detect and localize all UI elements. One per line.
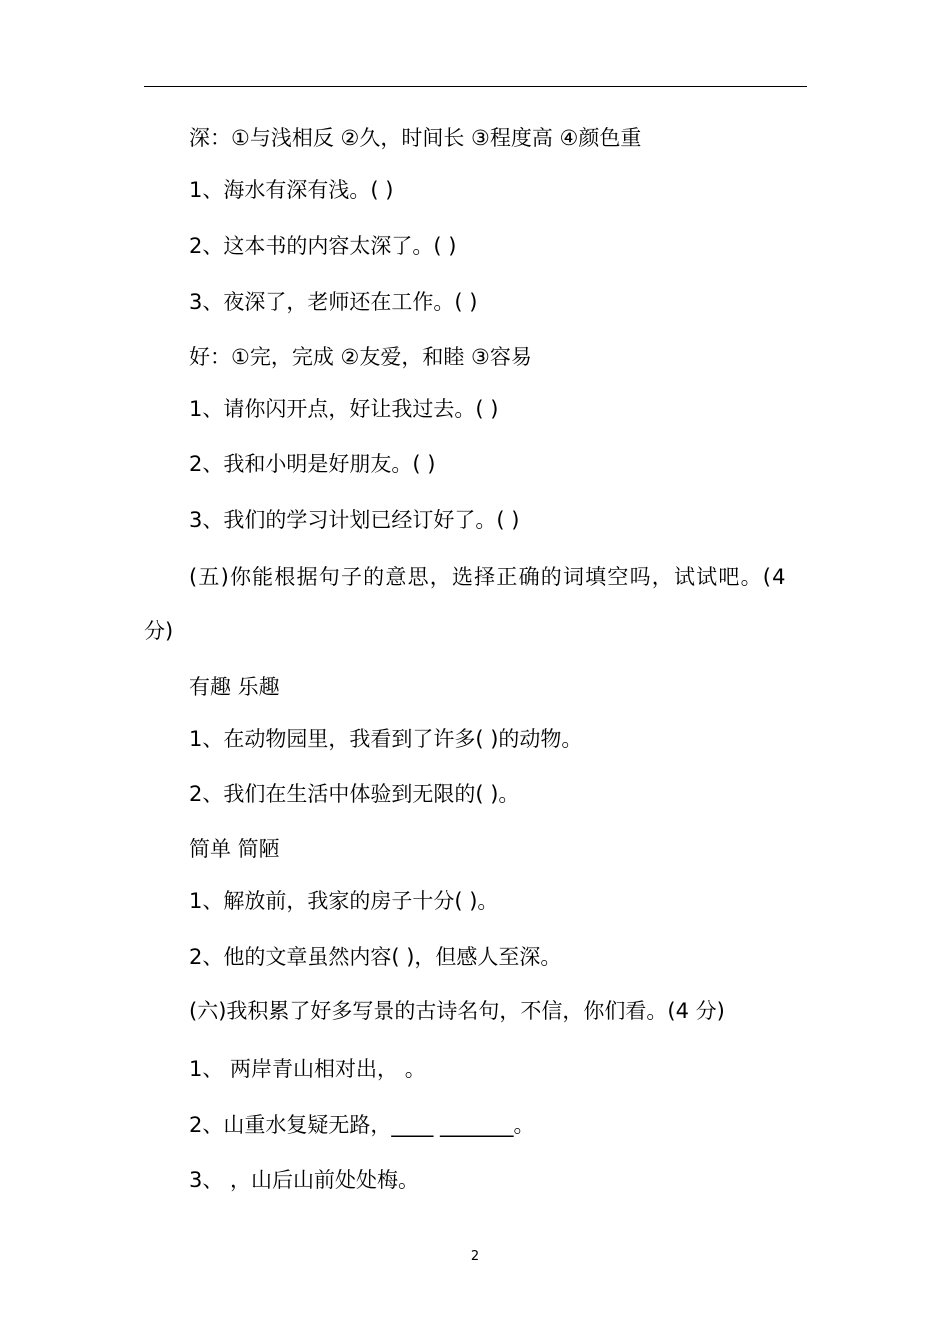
header-rule	[144, 86, 807, 87]
poem-line-3: 3、 ，山后山前处处梅。	[189, 1168, 420, 1192]
question-hao-2: 2、我和小明是好朋友。( )	[189, 452, 436, 476]
question-shen-1: 1、海水有深有浅。( )	[189, 178, 394, 202]
question-shen-3: 3、夜深了，老师还在工作。( )	[189, 290, 478, 314]
fill-blank-2: 2、我们在生活中体验到无限的( )。	[189, 782, 520, 806]
section-5-heading: (五)你能根据句子的意思，选择正确的词填空吗，试试吧。(4	[189, 565, 787, 589]
definition-shen: 深：①与浅相反 ②久，时间长 ③程度高 ④颜色重	[189, 126, 642, 150]
word-pair-youqu-lequ: 有趣 乐趣	[189, 675, 280, 699]
question-hao-3: 3、我们的学习计划已经订好了。( )	[189, 508, 520, 532]
question-hao-1: 1、请你闪开点，好让我过去。( )	[189, 397, 499, 421]
definition-hao: 好：①完，完成 ②友爱，和睦 ③容易	[189, 345, 532, 369]
fill-blank-3: 1、解放前，我家的房子十分( )。	[189, 889, 499, 913]
fill-blank-1: 1、在动物园里，我看到了许多( )的动物。	[189, 727, 583, 751]
poem-line-2: 2、山重水复疑无路，____ _______。	[189, 1113, 535, 1137]
fill-blank-4: 2、他的文章虽然内容( )，但感人至深。	[189, 945, 562, 969]
page-number: 2	[470, 1249, 480, 1264]
question-shen-2: 2、这本书的内容太深了。( )	[189, 234, 457, 258]
section-5-heading-continued: 分)	[144, 619, 174, 643]
word-pair-jiandan-jianlou: 简单 简陋	[189, 837, 280, 861]
section-6-heading: (六)我积累了好多写景的古诗名句，不信，你们看。(4 分)	[189, 999, 725, 1023]
poem-line-1: 1、 两岸青山相对出， 。	[189, 1057, 426, 1081]
